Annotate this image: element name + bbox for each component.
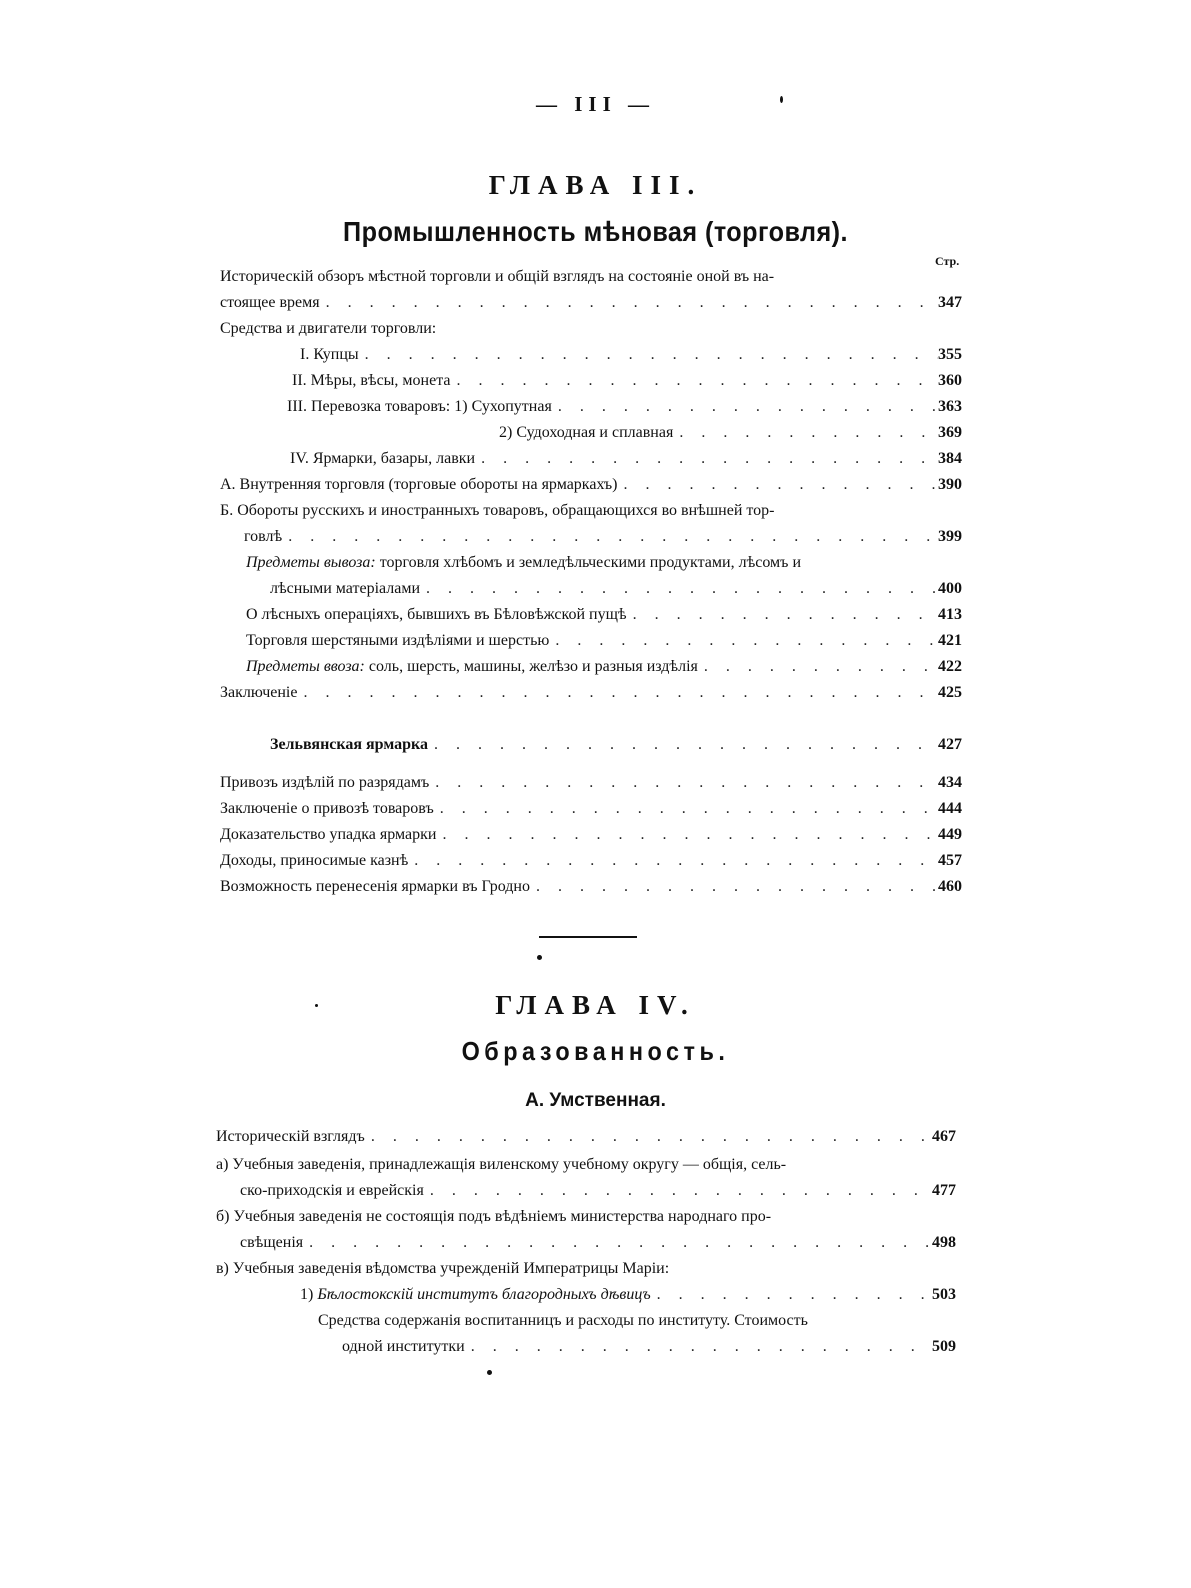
speck bbox=[780, 96, 783, 103]
toc-entry-number: 1) bbox=[300, 1286, 318, 1303]
toc-entry-text: в) Учебныя заведенія вѣдомства учрежденій Императрицы Маріи: bbox=[216, 1260, 670, 1277]
toc-entry-text: стоящее время bbox=[220, 294, 320, 311]
toc-entry bbox=[287, 394, 962, 420]
toc-entry-page: 421 bbox=[938, 632, 962, 649]
toc-entry-text: свѣщенія bbox=[240, 1234, 304, 1251]
toc-entry bbox=[220, 770, 962, 796]
toc-entry-text: II. Мѣры, вѣсы, монета bbox=[292, 372, 451, 389]
toc-entry bbox=[246, 628, 962, 654]
toc-entry-page: 422 bbox=[938, 658, 962, 675]
page-column-label: Стр. bbox=[935, 254, 960, 268]
chapter-3-title: Промышленность мѣновая (торговля). bbox=[343, 216, 848, 247]
toc-entry-text: Бѣлостокскій институтъ благородныхъ дѣвицъ bbox=[317, 1286, 651, 1303]
toc-entry bbox=[220, 264, 962, 316]
toc-entry bbox=[300, 342, 962, 368]
toc-entry-text: Историческій взглядъ bbox=[216, 1128, 365, 1145]
leader-dots bbox=[475, 446, 938, 472]
toc-entry bbox=[220, 316, 962, 342]
page-number: — III — bbox=[535, 92, 656, 116]
toc-entry-text: 2) Судоходная и сплавная bbox=[499, 424, 674, 441]
toc-entry bbox=[499, 420, 962, 446]
toc-entry-text: ско-приходскія и еврейскія bbox=[240, 1182, 424, 1199]
chapter-4-title: Образованность. bbox=[461, 1036, 730, 1066]
toc-entry-page: 457 bbox=[938, 852, 962, 869]
toc-entry-text: Привозъ издѣлій по разрядамъ bbox=[220, 774, 430, 791]
leader-dots bbox=[420, 576, 938, 602]
toc-entry-page: 399 bbox=[938, 528, 962, 545]
toc-entry bbox=[292, 368, 962, 394]
toc-entry-text: Возможность перенесенія ярмарки въ Гродно bbox=[220, 878, 530, 895]
toc-entry-page: 460 bbox=[938, 878, 962, 895]
leader-dots bbox=[465, 1334, 932, 1360]
toc-entry bbox=[246, 654, 962, 680]
toc-entry bbox=[246, 550, 962, 602]
toc-entry-text: III. Перевозка товаровъ: 1) Сухопутная bbox=[287, 398, 552, 415]
chapter-4-heading: ГЛАВА IV. bbox=[495, 990, 696, 1020]
toc-entry-page: 477 bbox=[932, 1182, 956, 1199]
toc-entry bbox=[220, 848, 962, 874]
toc-entry-page: 509 bbox=[932, 1338, 956, 1355]
toc-entry bbox=[220, 796, 962, 822]
toc-entry-text: говлѣ bbox=[244, 528, 283, 545]
toc-entry-page: 400 bbox=[938, 580, 962, 597]
toc-entry-page: 355 bbox=[938, 346, 962, 363]
toc-entry-text: О лѣсныхъ операціяхъ, бывшихъ въ Бѣловѣжской пущѣ bbox=[246, 606, 627, 623]
leader-dots bbox=[359, 342, 938, 368]
chapter-4-section: А. Умственная. bbox=[525, 1090, 666, 1111]
toc-entry bbox=[220, 498, 962, 550]
leader-dots bbox=[436, 822, 938, 848]
toc-entry-page: 347 bbox=[938, 294, 962, 311]
toc-entry-page: 467 bbox=[932, 1128, 956, 1145]
toc-entry bbox=[220, 472, 962, 498]
leader-dots bbox=[282, 524, 938, 550]
chapter-3-heading: ГЛАВА III. bbox=[488, 170, 703, 200]
toc-entry bbox=[318, 1308, 956, 1360]
toc-entry bbox=[220, 822, 962, 848]
toc-entry-text: Средства и двигатели торговли: bbox=[220, 320, 437, 337]
toc-entry bbox=[290, 446, 962, 472]
leader-dots bbox=[617, 472, 938, 498]
toc-entry-page: 384 bbox=[938, 450, 962, 467]
toc-entry bbox=[220, 874, 962, 900]
toc-entry-page: 425 bbox=[938, 684, 962, 701]
toc-entry-text: Зельвянская ярмарка bbox=[270, 736, 428, 753]
toc-entry-text: Заключеніе bbox=[220, 684, 298, 701]
toc-entry-page: 444 bbox=[938, 800, 962, 817]
toc-entry-page: 449 bbox=[938, 826, 962, 843]
leader-dots bbox=[549, 628, 938, 654]
toc-entry bbox=[216, 1256, 956, 1282]
leader-dots bbox=[552, 394, 938, 420]
speck bbox=[487, 1370, 492, 1375]
toc-entry-text: лѣсными матеріалами bbox=[270, 580, 421, 597]
toc-entry-line1: Средства содержанія воспитанницъ и расходы по институту. Стоимость bbox=[318, 1312, 808, 1329]
toc-entry-text: Торговля шерстяными издѣліями и шерстью bbox=[246, 632, 550, 649]
toc-entry bbox=[246, 602, 962, 628]
leader-dots bbox=[627, 602, 938, 628]
toc-entry-line1: б) Учебныя заведенія не состоящія подъ вѣдѣніемъ министерства народнаго про- bbox=[216, 1208, 772, 1225]
toc-entry-line1: Б. Обороты русскихъ и иностранныхъ товаровъ, обращающихся во внѣшней тор- bbox=[220, 502, 775, 519]
toc-entry-line1: а) Учебныя заведенія, принадлежащія виленскому учебному округу — общія, сель- bbox=[216, 1156, 787, 1173]
toc-entry-text: одной институтки bbox=[342, 1338, 465, 1355]
leader-dots bbox=[303, 1230, 932, 1256]
leader-dots bbox=[428, 732, 938, 758]
toc-entry-text: I. Купцы bbox=[300, 346, 359, 363]
leader-dots bbox=[434, 796, 938, 822]
speck bbox=[537, 955, 542, 960]
toc-entry-page: 390 bbox=[938, 476, 962, 493]
toc-entry-page: 413 bbox=[938, 606, 962, 623]
section-divider bbox=[539, 936, 637, 938]
toc-entry bbox=[216, 1152, 956, 1204]
leader-dots bbox=[424, 1178, 932, 1204]
toc-entry-page: 427 bbox=[938, 736, 962, 753]
leader-dots bbox=[365, 1124, 932, 1150]
toc-entry-page: 434 bbox=[938, 774, 962, 791]
toc-entry-line1: Историческій обзоръ мѣстной торговли и общій взглядъ на состояніе оной въ на- bbox=[220, 268, 775, 285]
toc-entry-page: 363 bbox=[938, 398, 962, 415]
leader-dots bbox=[297, 680, 938, 706]
toc-entry-text: Доказательство упадка ярмарки bbox=[220, 826, 437, 843]
toc-entry-text: IV. Ярмарки, базары, лавки bbox=[290, 450, 476, 467]
leader-dots bbox=[673, 420, 938, 446]
toc-entry bbox=[300, 1282, 956, 1308]
toc-entry bbox=[220, 680, 962, 706]
toc-entry-text: А. Внутренняя торговля (торговые обороты на ярмаркахъ) bbox=[220, 476, 618, 493]
toc-entry-lead: Предметы вывоза: bbox=[246, 554, 376, 571]
leader-dots bbox=[408, 848, 938, 874]
toc-entry bbox=[216, 1204, 956, 1256]
toc-entry-page: 503 bbox=[932, 1286, 956, 1303]
leader-dots bbox=[429, 770, 938, 796]
toc-entry-lead: Предметы ввоза: bbox=[246, 658, 365, 675]
leader-dots bbox=[451, 368, 939, 394]
toc-entry bbox=[270, 732, 962, 758]
toc-entry-page: 498 bbox=[932, 1234, 956, 1251]
toc-entry-text: Заключеніе о привозѣ товаровъ bbox=[220, 800, 434, 817]
toc-entry-page: 369 bbox=[938, 424, 962, 441]
toc-entry-line1: торговля хлѣбомъ и земледѣльческими продуктами, лѣсомъ и bbox=[375, 554, 802, 571]
toc-entry-text: соль, шерсть, машины, желѣзо и разныя издѣлія bbox=[364, 658, 698, 675]
toc-entry bbox=[216, 1124, 956, 1150]
toc-entry-page: 360 bbox=[938, 372, 962, 389]
toc-entry-text: Доходы, приносимые казнѣ bbox=[220, 852, 409, 869]
leader-dots bbox=[320, 290, 938, 316]
leader-dots bbox=[698, 654, 938, 680]
leader-dots bbox=[651, 1282, 932, 1308]
leader-dots bbox=[530, 874, 938, 900]
